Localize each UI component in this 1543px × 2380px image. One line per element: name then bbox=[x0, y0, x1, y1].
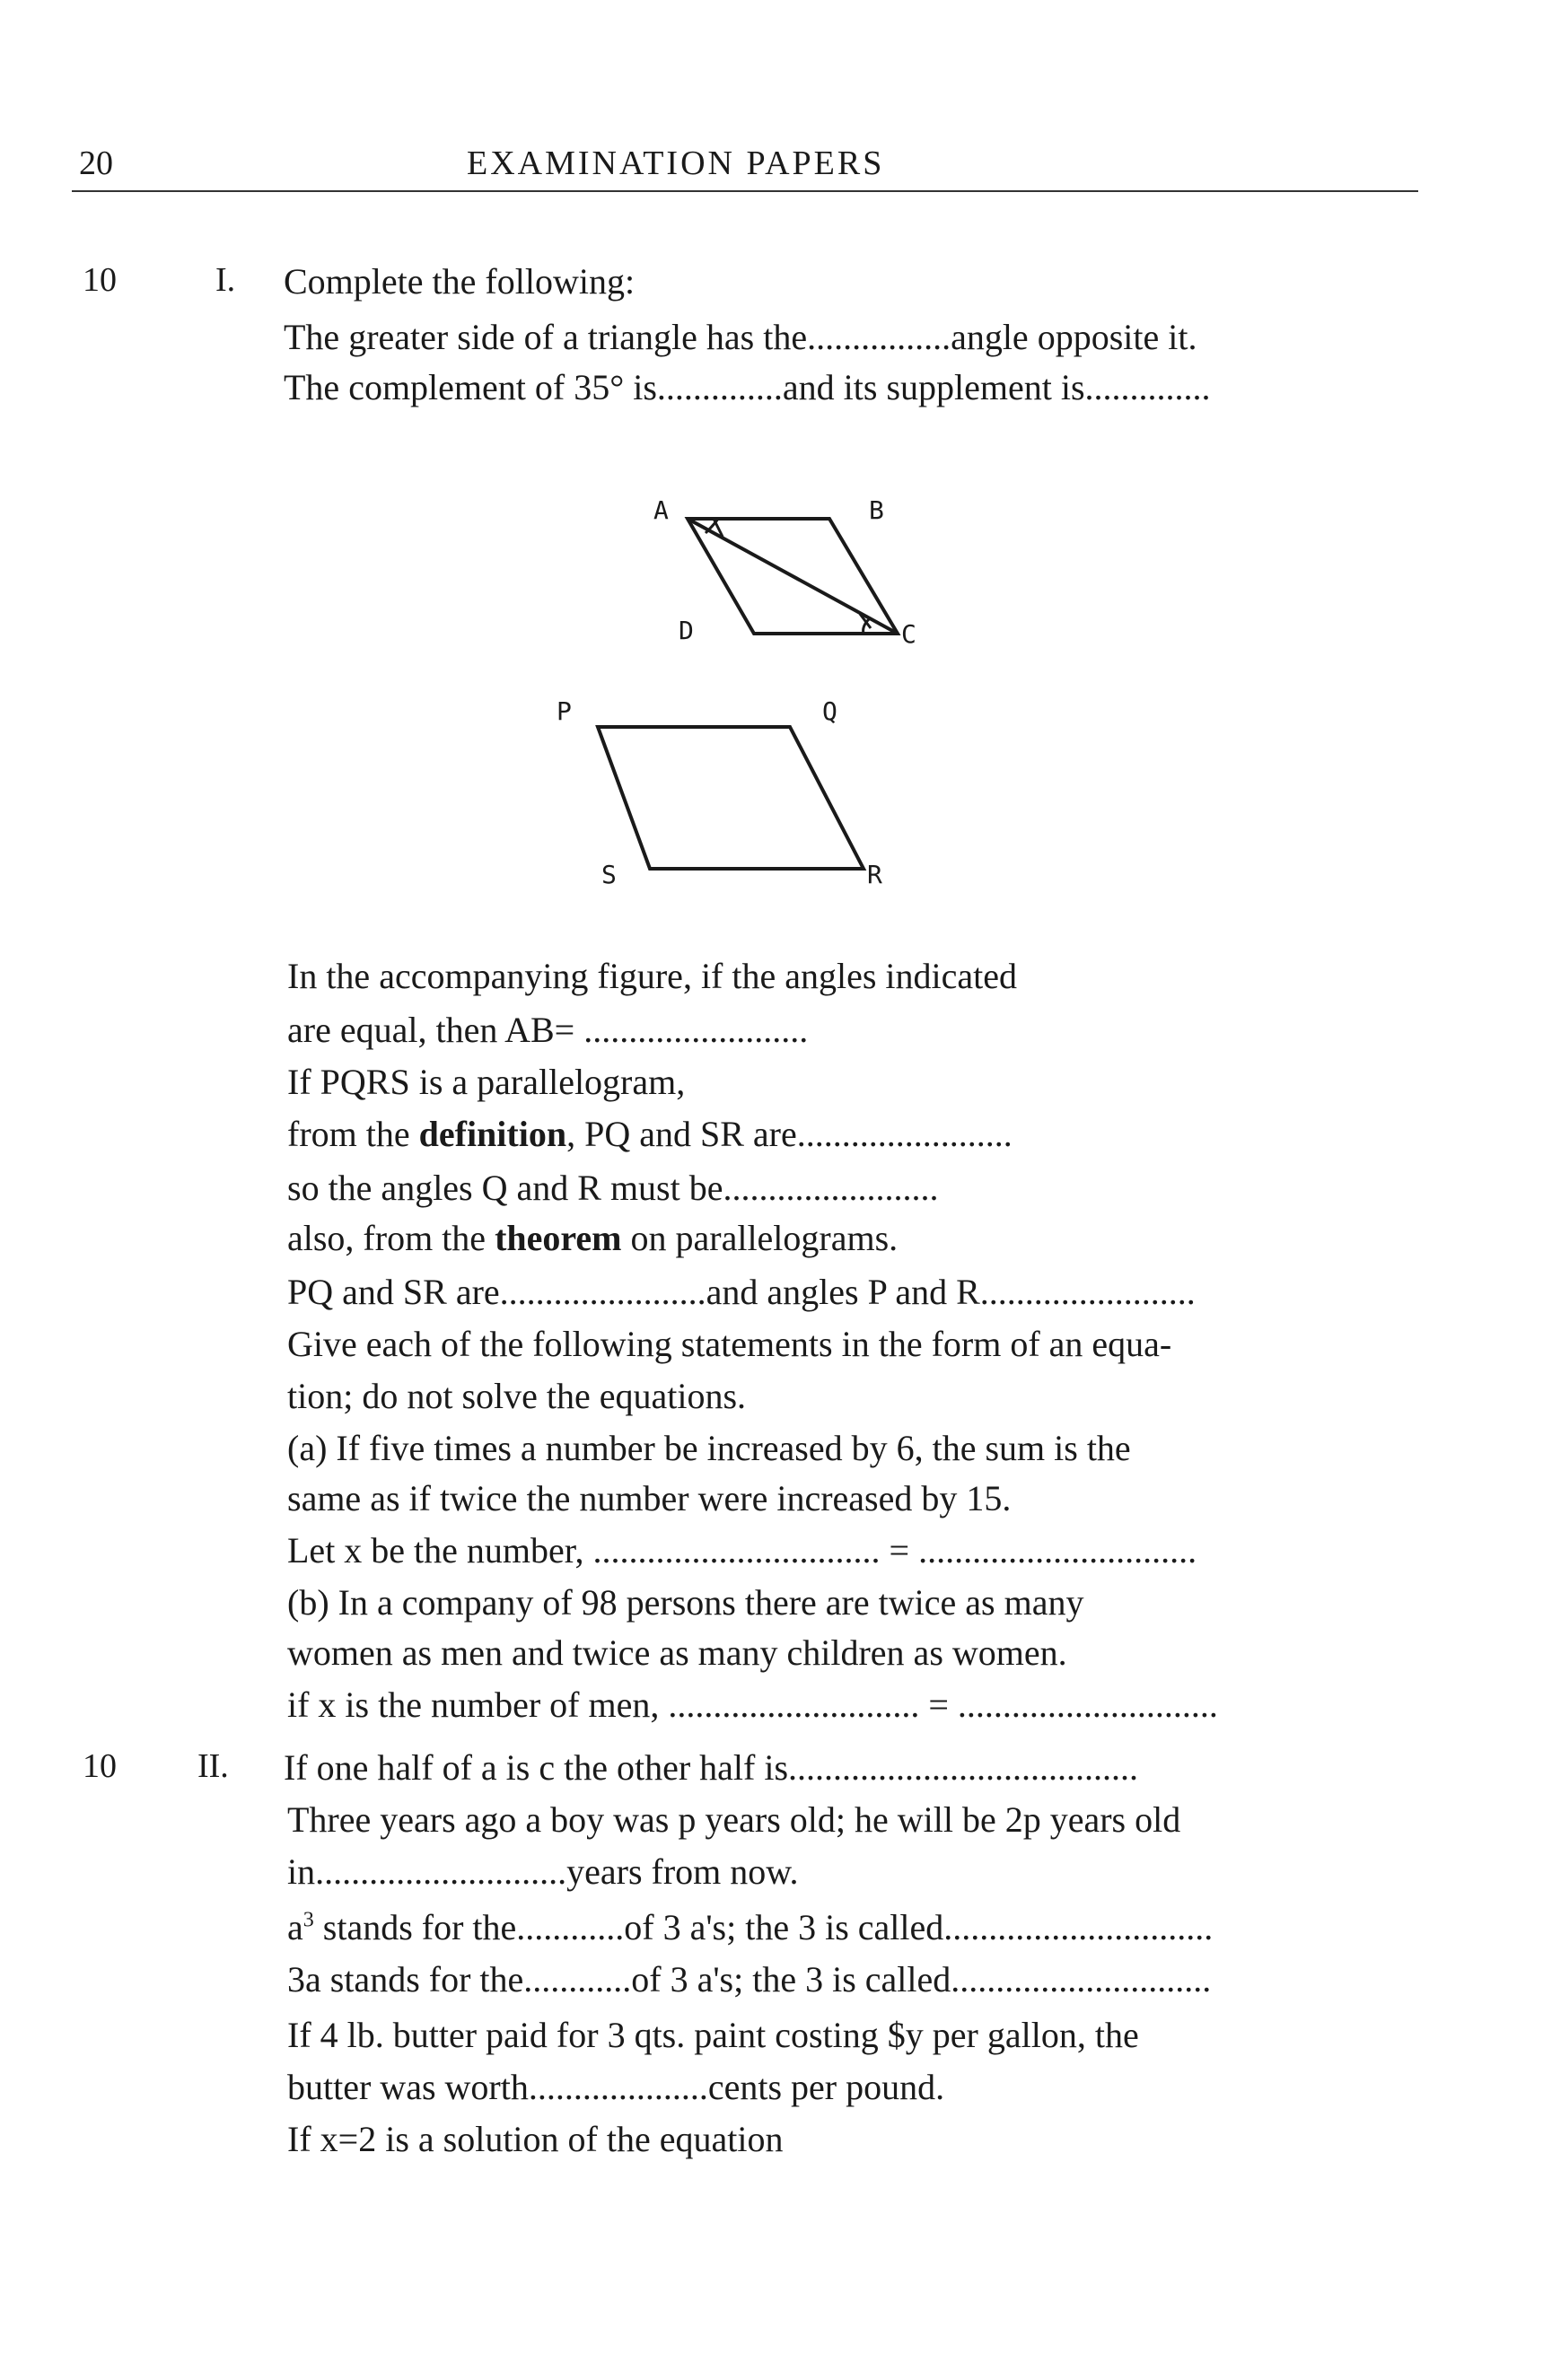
section2-marks: 10 bbox=[83, 1747, 117, 1785]
section1-numeral: I. bbox=[215, 261, 236, 299]
label-p: P bbox=[557, 696, 572, 726]
question-line: The complement of 35° is..............and its supplement is.............. bbox=[284, 367, 1211, 407]
theorem-prefix: also, from the bbox=[287, 1218, 495, 1258]
question-line: so the angles Q and R must be........................ bbox=[287, 1168, 939, 1208]
label-b: B bbox=[869, 495, 884, 525]
question-line: Three years ago a boy was p years old; he will be 2p years old bbox=[287, 1799, 1181, 1840]
page-number: 20 bbox=[79, 144, 113, 182]
label-q: Q bbox=[822, 696, 837, 726]
question-line bbox=[287, 1217, 898, 1259]
parallelogram-pqrs bbox=[598, 727, 864, 869]
question-line: PQ and SR are.......................and angles P and R........................ bbox=[287, 1272, 1196, 1312]
question-line: women as men and twice as many children as women. bbox=[287, 1632, 1067, 1673]
question-line: (b) In a company of 98 persons there are twice as many bbox=[287, 1582, 1084, 1623]
question-line: If 4 lb. butter paid for 3 qts. paint costing $y per gallon, the bbox=[287, 2015, 1139, 2055]
section2-numeral: II. bbox=[197, 1747, 229, 1785]
question-line: (a) If five times a number be increased by 6, the sum is the bbox=[287, 1428, 1131, 1468]
question-line: in............................years from now. bbox=[287, 1851, 799, 1892]
question-line: If one half of a is c the other half is....................................... bbox=[284, 1747, 1139, 1788]
question-line: Let x be the number, ................................ = ............................... bbox=[287, 1530, 1197, 1571]
question-line: tion; do not solve the equations. bbox=[287, 1376, 747, 1416]
question-line: If PQRS is a parallelogram, bbox=[287, 1062, 686, 1102]
definition-word: definition bbox=[418, 1114, 567, 1154]
a-cubed-text: stands for the............of 3 a's; the 3 is called.............................. bbox=[322, 1907, 1214, 1947]
label-d: D bbox=[679, 616, 694, 645]
question-line bbox=[287, 1906, 1213, 1948]
definition-suffix: , PQ and SR are........................ bbox=[566, 1114, 1013, 1154]
theorem-word: theorem bbox=[495, 1218, 622, 1258]
question-line: Give each of the following statements in the form of an equa- bbox=[287, 1324, 1172, 1364]
question-line: The greater side of a triangle has the................angle opposite it. bbox=[284, 317, 1197, 357]
label-a: A bbox=[653, 495, 669, 525]
question-line bbox=[287, 1113, 1013, 1155]
a-cubed-base: a bbox=[287, 1907, 303, 1947]
question-line: If x=2 is a solution of the equation bbox=[287, 2119, 784, 2159]
question-line: butter was worth....................cents per pound. bbox=[287, 2067, 945, 2107]
question-line: same as if twice the number were increased by 15. bbox=[287, 1478, 1012, 1518]
section1-instruction: Complete the following: bbox=[284, 261, 636, 302]
geometry-figure bbox=[0, 0, 1543, 942]
definition-prefix: from the bbox=[287, 1114, 419, 1154]
running-head: EXAMINATION PAPERS bbox=[467, 144, 885, 182]
label-s: S bbox=[601, 860, 617, 889]
label-c: C bbox=[901, 619, 916, 649]
question-line: if x is the number of men, ............................ = ............................. bbox=[287, 1684, 1218, 1725]
question-line: In the accompanying figure, if the angles indicated bbox=[287, 956, 1018, 996]
a-cubed-exponent: 3 bbox=[302, 1908, 314, 1932]
label-r: R bbox=[867, 860, 882, 889]
section1-marks: 10 bbox=[83, 261, 117, 299]
question-line: 3a stands for the............of 3 a's; the 3 is called............................. bbox=[287, 1959, 1212, 1999]
question-line: are equal, then AB= ......................... bbox=[287, 1010, 809, 1050]
theorem-suffix: on parallelograms. bbox=[621, 1218, 899, 1258]
